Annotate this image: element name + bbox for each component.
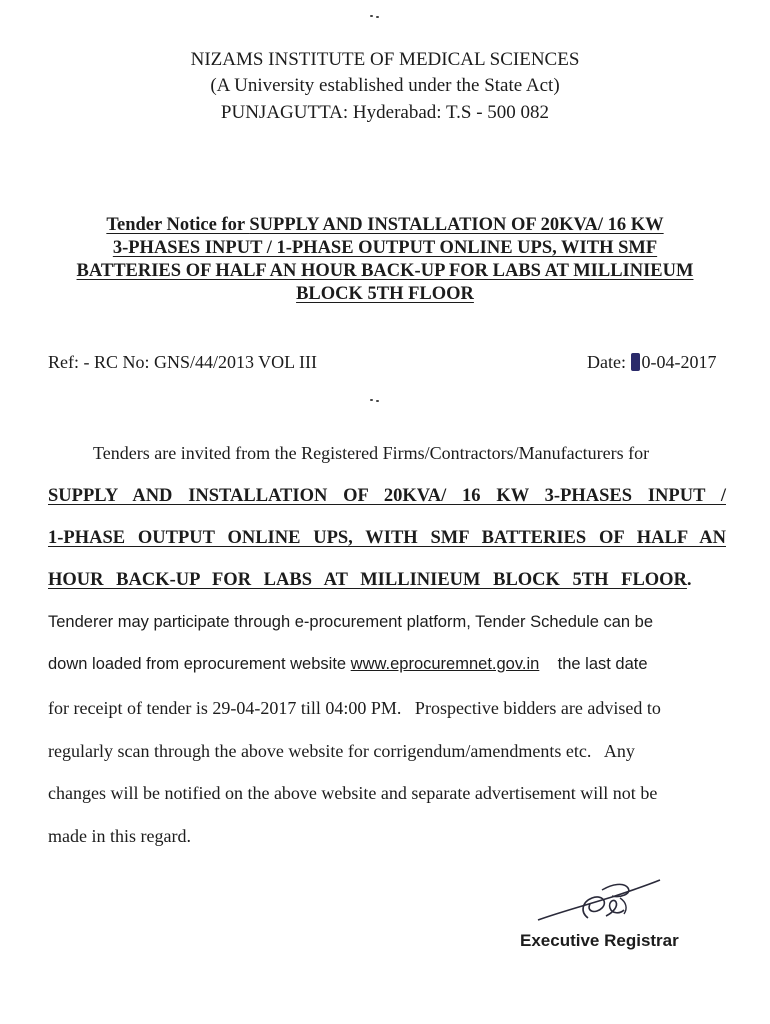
body-line-scan: regularly scan through the above website for corrigendum/amendments etc. Any [48, 741, 635, 761]
signature-scribble [520, 868, 665, 930]
handwritten-date-mark [631, 353, 640, 371]
reference-number: Ref: - RC No: GNS/44/2013 VOL III [48, 352, 317, 372]
scan-speck [376, 400, 379, 402]
subject-line-3-wrap [48, 569, 726, 591]
subject-line-2: 1-PHASE OUTPUT ONLINE UPS, WITH SMF BATTERIES OF HALF AN [48, 528, 726, 548]
title-line-2: 3-PHASES INPUT / 1-PHASE OUTPUT ONLINE UPS, WITH SMF [112, 238, 658, 258]
scan-speck [376, 16, 379, 18]
date-digit: 0 [641, 352, 651, 372]
eprocurement-website-link[interactable]: www.eprocuremnet.gov.in [350, 655, 540, 673]
subject-line-1: SUPPLY AND INSTALLATION OF 20KVA/ 16 KW 3-PHASES INPUT / [48, 486, 726, 506]
eproc-line-2-a: down loaded from eprocurement website [48, 655, 351, 673]
title-line-1: SUPPLY AND INSTALLATION OF 20KVA/ 16 KW [249, 215, 664, 235]
signatory-title: Executive Registrar [520, 931, 679, 950]
scan-speck [370, 15, 373, 17]
body-intro: Tenders are invited from the Registered Firms/Contractors/Manufacturers for [93, 443, 650, 463]
title-prefix: Tender Notice for [106, 215, 250, 235]
scan-speck [370, 399, 373, 401]
title-line-4: BLOCK 5TH FLOOR [296, 284, 474, 304]
tender-title [0, 214, 770, 306]
body-line-changes: changes will be notified on the above website and separate advertisement will not be [48, 783, 658, 803]
institute-status: (A University established under the State Act) [210, 75, 560, 96]
institute-name: NIZAMS INSTITUTE OF MEDICAL SCIENCES [190, 49, 580, 70]
subject-end: . [686, 569, 692, 589]
date-rest: -04-2017 [650, 352, 717, 372]
body-line-receipt: for receipt of tender is 29-04-2017 till 04:00 PM. Prospective bidders are advised to [48, 698, 661, 718]
body-line-made: made in this regard. [48, 826, 191, 846]
eproc-line-1: Tenderer may participate through e-procurement platform, Tender Schedule can be [48, 613, 654, 631]
subject-line-3: HOUR BACK-UP FOR LABS AT MILLINIEUM BLOCK 5TH FLOOR [48, 570, 687, 590]
date-label: Date: [587, 352, 631, 372]
institute-address: PUNJAGUTTA: Hyderabad: T.S - 500 082 [220, 102, 550, 123]
eproc-line-2 [48, 655, 726, 674]
notice-date [587, 352, 716, 373]
eproc-line-2-b: the last date [539, 655, 648, 673]
title-line-3: BATTERIES OF HALF AN HOUR BACK-UP FOR LABS AT MILLINIEUM [76, 261, 694, 281]
handwritten-signature-icon [520, 868, 665, 930]
